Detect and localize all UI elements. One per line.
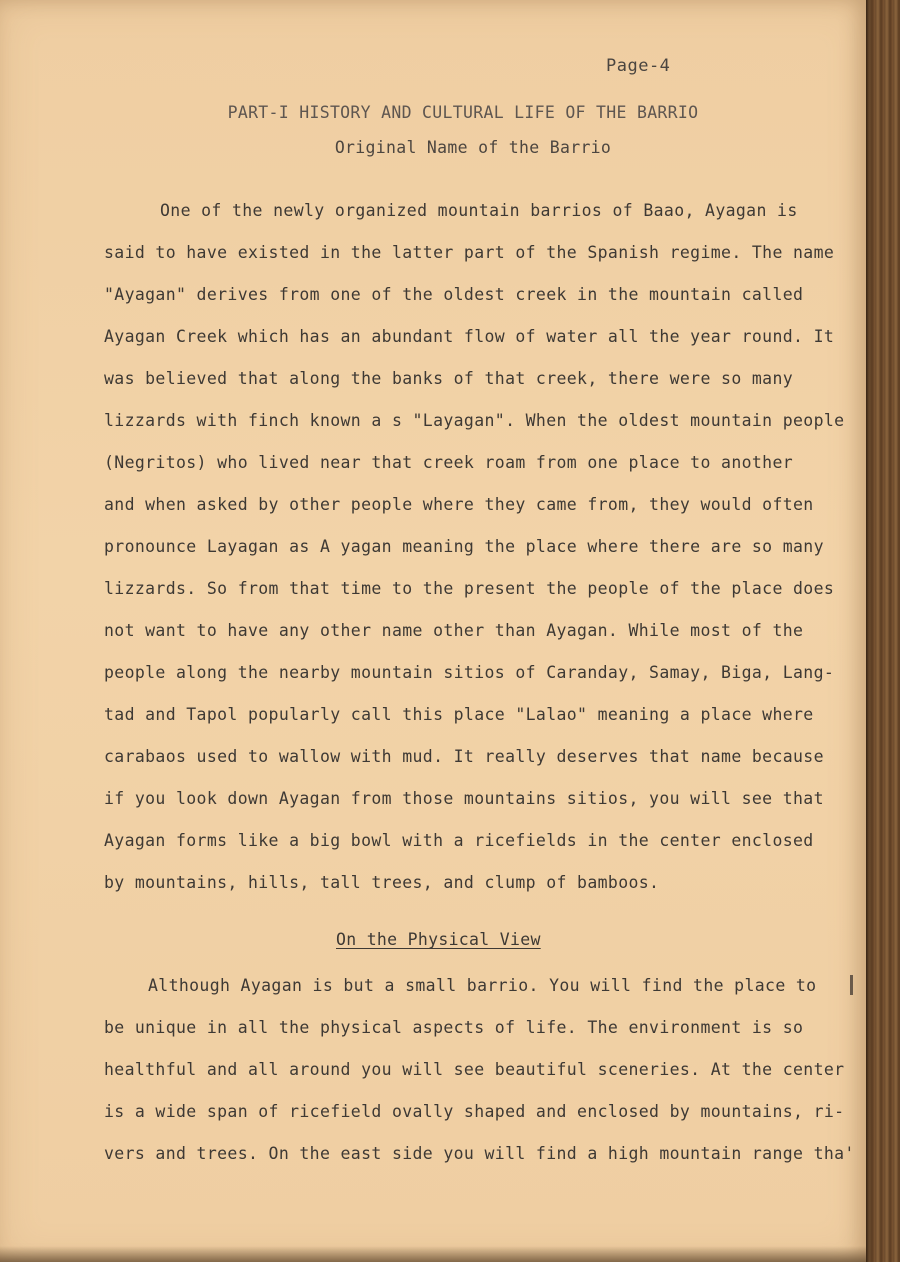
section-heading-original-name: Original Name of the Barrio <box>334 138 612 157</box>
text-line: by mountains, hills, tall trees, and clump of bamboos. <box>104 873 660 892</box>
text-line: was believed that along the banks of that creek, there were so many <box>104 369 794 388</box>
text-line: healthful and all around you will see beautiful sceneries. At the center <box>104 1060 845 1079</box>
text-line: vers and trees. On the east side you will find a high mountain range tha' <box>104 1144 855 1163</box>
text-line: Ayagan forms like a big bowl with a ricefields in the center enclosed <box>104 831 814 850</box>
text-line: not want to have any other name other than Ayagan. While most of the <box>104 621 804 640</box>
text-line: and when asked by other people where they came from, they would often <box>104 495 814 514</box>
text-line: lizzards. So from that time to the present the people of the place does <box>104 579 835 598</box>
text-line: One of the newly organized mountain barrios of Baao, Ayagan is <box>160 201 798 220</box>
text-line: people along the nearby mountain sitios of Caranday, Samay, Biga, Lang- <box>104 663 835 682</box>
text-line: tad and Tapol popularly call this place "Lalao" meaning a place where <box>104 705 814 724</box>
text-line: is a wide span of ricefield ovally shaped and enclosed by mountains, ri- <box>104 1102 845 1121</box>
part-heading: PART-I HISTORY AND CULTURAL LIFE OF THE BARRIO <box>227 103 699 122</box>
margin-mark <box>850 975 853 995</box>
section-heading-physical-view: On the Physical View <box>336 930 541 949</box>
text-line: be unique in all the physical aspects of life. The environment is so <box>104 1018 804 1037</box>
text-line: (Negritos) who lived near that creek roam from one place to another <box>104 453 794 472</box>
text-line: said to have existed in the latter part of the Spanish regime. The name <box>104 243 835 262</box>
book-spine <box>866 0 900 1262</box>
page-number: Page-4 <box>606 56 671 76</box>
text-line: if you look down Ayagan from those mountains sitios, you will see that <box>104 789 824 808</box>
text-line: Ayagan Creek which has an abundant flow of water all the year round. It <box>104 327 835 346</box>
text-line: Although Ayagan is but a small barrio. You will find the place to <box>148 976 817 995</box>
text-line: lizzards with finch known a s "Layagan". When the oldest mountain people <box>104 411 845 430</box>
text-line: carabaos used to wallow with mud. It really deserves that name because <box>104 747 824 766</box>
text-line: pronounce Layagan as A yagan meaning the place where there are so many <box>104 537 824 556</box>
text-line: "Ayagan" derives from one of the oldest creek in the mountain called <box>104 285 804 304</box>
